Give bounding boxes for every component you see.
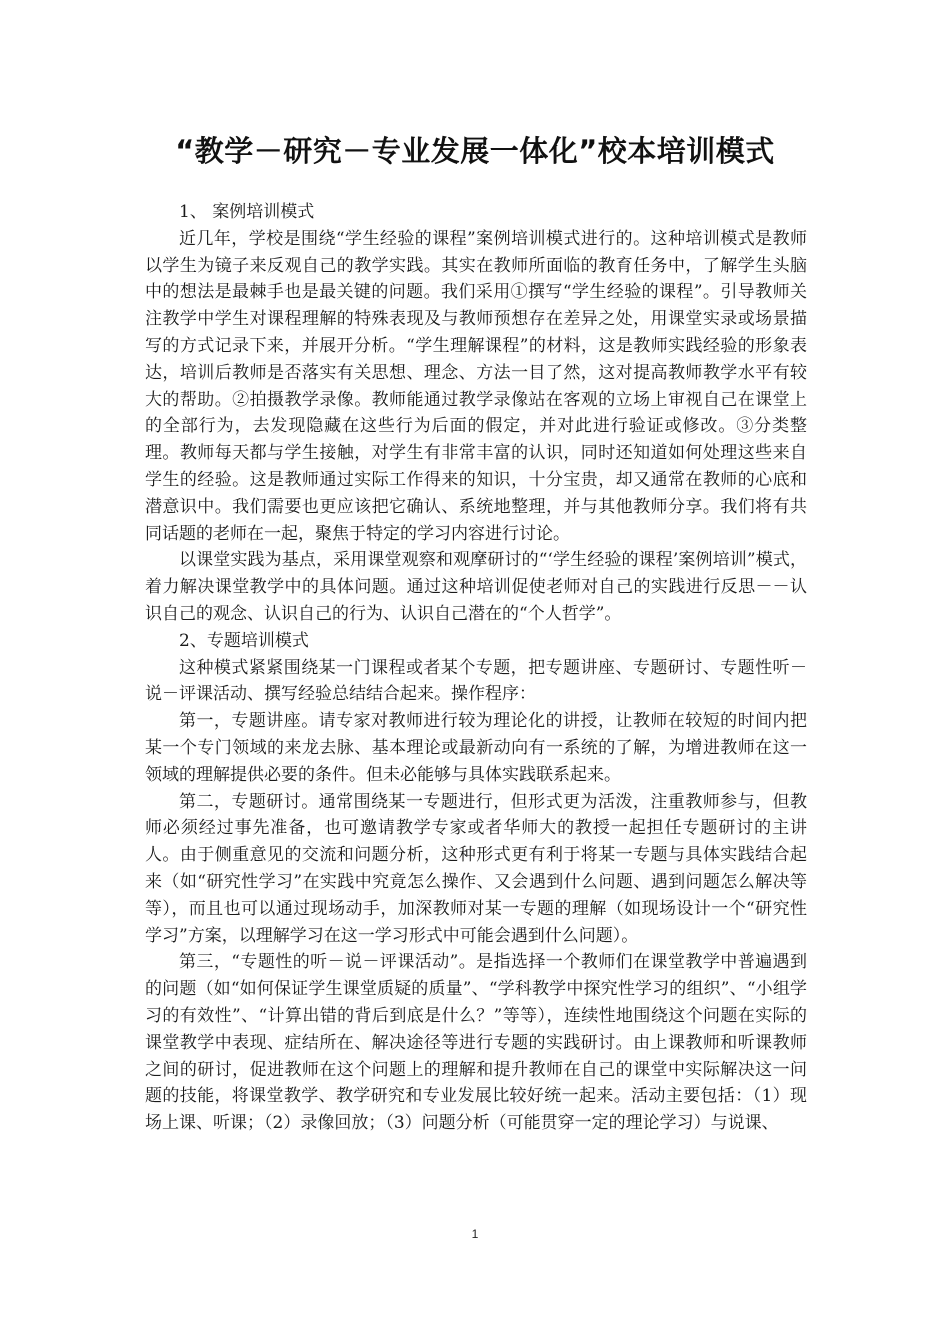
paragraph: 第三，“专题性的听－说－评课活动”。是指选择一个教师们在课堂教学中普遍遇到的问题（如“如何保证学生课堂质疑的质量”、“学科教学中探究性学习的组织”、“小组学习的有效性”、“计算出错的背后到底是什么？”等等），连续性地围绕这个问题在实际的课堂教学中表现、症结所在、解决途径等进行专题的实践研讨。由上课教师和听课教师之间的研讨，促进教师在这个问题上的理解和提升教师在自己的课堂中实际解决这一问题的技能，将课堂教学、教学研究和专业发展比较好统一起来。活动主要包括：（1）现场上课、听课；（2）录像回放；（3）问题分析（可能贯穿一定的理论学习）与说课、 [145, 952, 807, 1134]
page-number: 1 [471, 1227, 479, 1241]
section-heading-topic-training: 2、专题培训模式 [179, 630, 309, 651]
document-title: “教学－研究－专业发展一体化”校本培训模式 [175, 134, 775, 168]
paragraph: 近几年，学校是围绕“学生经验的课程”案例培训模式进行的。这种培训模式是教师以学生为镜子来反观自己的教学实践。其实在教师所面临的教育任务中，了解学生头脑中的想法是最棘手也是最关键的问题。我们采用①撰写“学生经验的课程”。引导教师关注教学中学生对课程理解的特殊表现及与教师预想存在差异之处，用课堂实录或场景描写的方式记录下来，并展开分析。“学生理解课程”的材料，这是教师实践经验的形象表达，培训后教师是否落实有关思想、理念、方法一目了然，这对提高教师教学水平有较大的帮助。②拍摄教学录像。教师能通过教学录像站在客观的立场上审视自己在课堂上的全部行为，去发现隐藏在这些行为后面的假定，并对此进行验证或修改。③分类整理。教师每天都与学生接触，对学生有非常丰富的认识，同时还知道如何处理这些来自学生的经验。这是教师通过实际工作得来的知识，十分宝贵，却又通常在教师的心底和潜意识中。我们需要也更应该把它确认、系统地整理，并与其他教师分享。我们将有共同话题的老师在一起，聚焦于特定的学习内容进行讨论。 [145, 228, 807, 544]
paragraph: 这种模式紧紧围绕某一门课程或者某个专题，把专题讲座、专题研讨、专题性听－说－评课活动、撰写经验总结结合起来。操作程序： [145, 657, 807, 705]
paragraph: 以课堂实践为基点，采用课堂观察和观摩研讨的“‘学生经验的课程’案例培训”模式，着力解决课堂教学中的具体问题。通过这种培训促使老师对自己的实践进行反思－－认识自己的观念、认识自己的行为、认识自己潜在的“个人哲学”。 [145, 550, 807, 624]
paragraph: 第一，专题讲座。请专家对教师进行较为理论化的讲授，让教师在较短的时间内把某一个专门领域的来龙去脉、基本理论或最新动向有一系统的了解，为增进教师在这一领域的理解提供必要的条件。但未必能够与具体实践联系起来。 [145, 711, 807, 785]
paragraph: 第二，专题研讨。通常围绕某一专题进行，但形式更为活泼，注重教师参与，但教师必须经过事先准备，也可邀请教学专家或者华师大的教授一起担任专题研讨的主讲人。由于侧重意见的交流和问题分析，这种形式更有利于将某一专题与具体实践结合起来（如“研究性学习”在实践中究竟怎么操作、又会遇到什么问题、遇到问题怎么解决等等），而且也可以通过现场动手，加深教师对某一专题的理解（如现场设计一个“研究性学习”方案，以理解学习在这一学习形式中可能会遇到什么问题）。 [145, 791, 807, 946]
document-body [145, 199, 807, 1137]
section-heading-case-training: 1、 案例培训模式 [179, 202, 315, 222]
